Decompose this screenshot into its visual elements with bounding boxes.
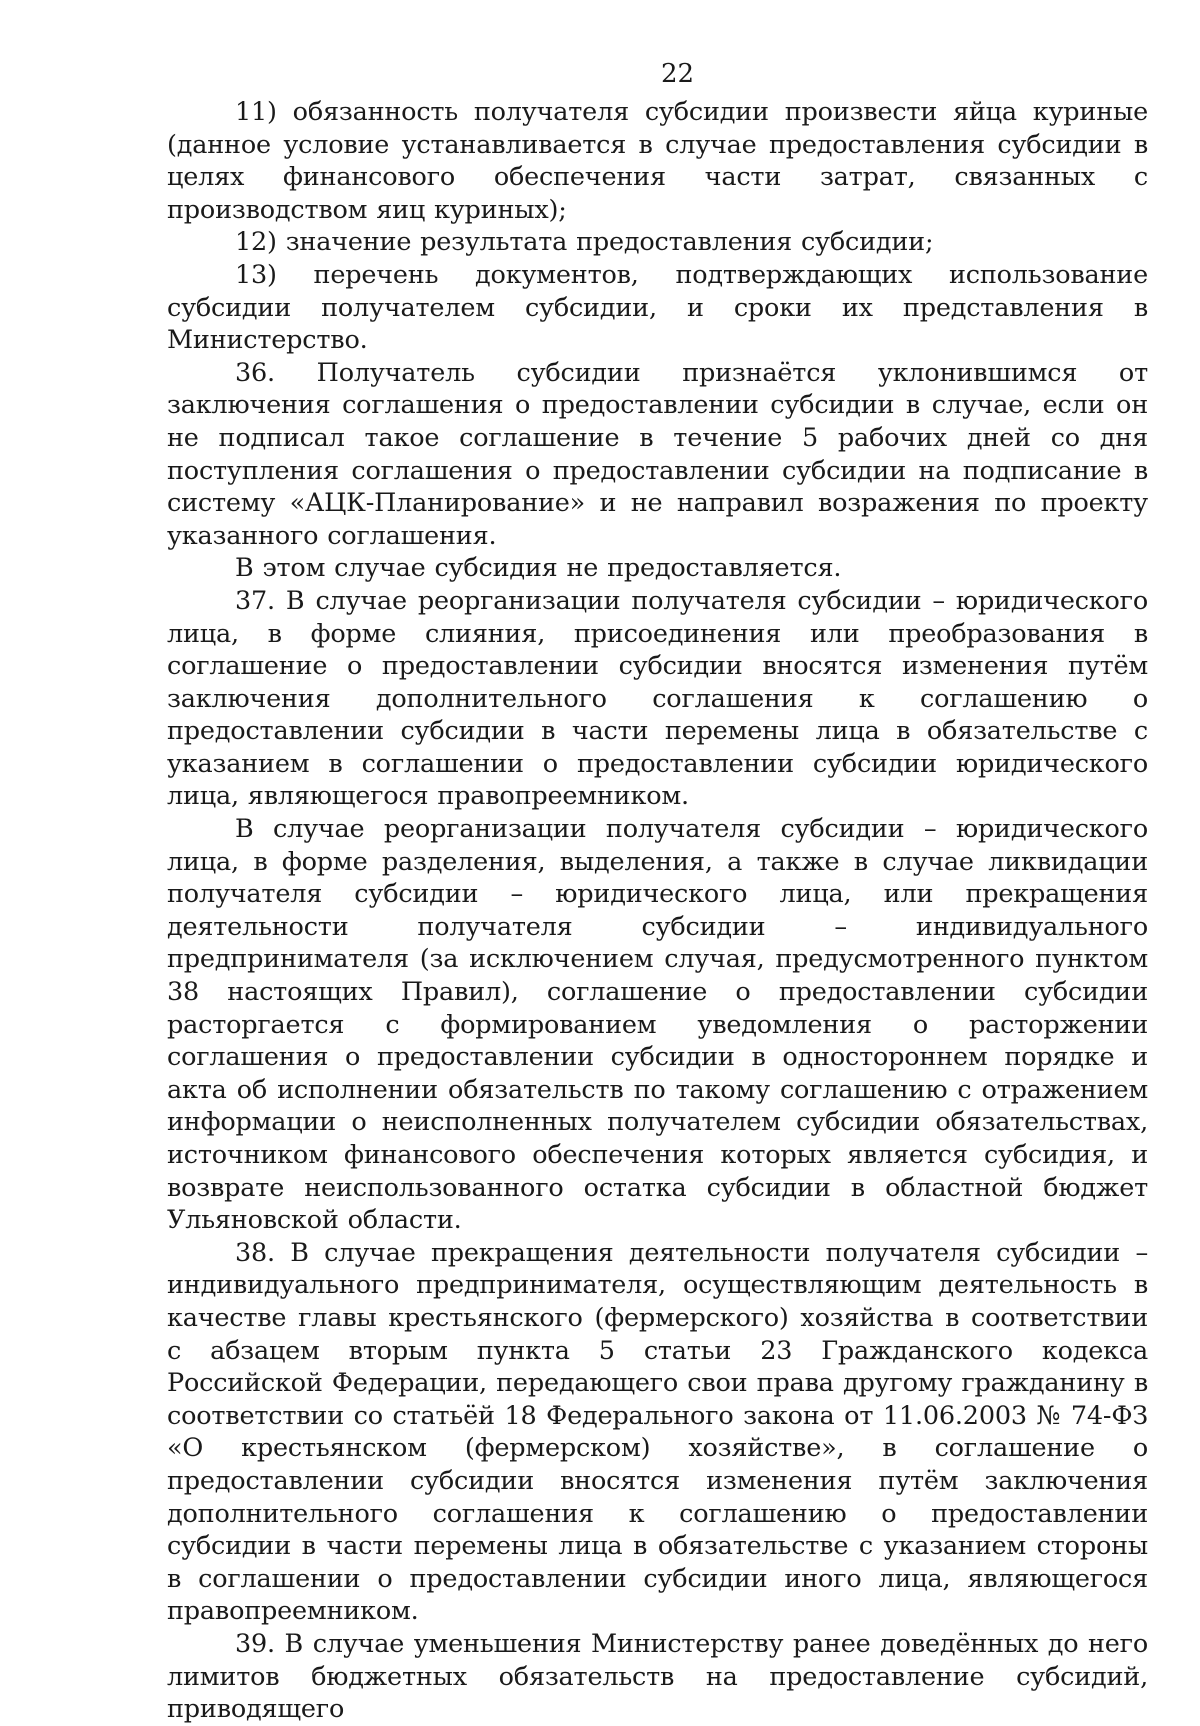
paragraph-item-13: 13) перечень документов, подтверждающих использование субсидии получателем субсидии, и сроки их представления в Министерство. — [167, 259, 1148, 356]
paragraph-clause-37: 37. В случае реорганизации получателя субсидии – юридического лица, в форме слияния, присоединения или преобразования в соглашение о предоставлении субсидии вносятся изменения путём заключения дополнительного соглашения к соглашению о предоставлении субсидии в части перемены лица в обязательстве с указанием в соглашении о предоставлении субсидии юридического лица, являющегося правопреемником. — [167, 585, 1148, 812]
page-number: 22 — [660, 59, 695, 89]
paragraph-clause-37-cont: В случае реорганизации получателя субсидии – юридического лица, в форме разделения, выделения, а также в случае ликвидации получателя субсидии – юридического лица, или прекращения деятельности получателя субсидии – индивидуального предпринимателя (за исключением случая, предусмотренного пунктом 38 настоящих Правил), соглашение о предоставлении субсидии расторгается с формированием уведомления о расторжении соглашения о предоставлении субсидии в одностороннем порядке и акта об исполнении обязательств по такому соглашению с отражением информации о неисполненных получателем субсидии обязательствах, источником финансового обеспечения которых является субсидия, и возврате неиспользованного остатка субсидии в областной бюджет Ульяновской области. — [167, 814, 1148, 1236]
paragraph-clause-38: 38. В случае прекращения деятельности получателя субсидии – индивидуального предпринимателя, осуществляющим деятельность в качестве главы крестьянского (фермерского) хозяйства в соответствии с абзацем вторым пункта 5 статьи 23 Гражданского кодекса Российской Федерации, передающего свои права другому гражданину в соответствии со статьёй 18 Федерального закона от 11.06.2003 № 74-ФЗ «О крестьянском (фермерском) хозяйстве», в соглашение о предоставлении субсидии вносятся изменения путём заключения дополнительного соглашения к соглашению о предоставлении субсидии в части перемены лица в обязательстве с указанием стороны в соглашении о предоставлении субсидии иного лица, являющегося правопреемником. — [167, 1237, 1148, 1627]
paragraph-item-12: 12) значение результата предоставления субсидии; — [235, 227, 934, 258]
paragraph-clause-36: 36. Получатель субсидии признаётся уклонившимся от заключения соглашения о предоставлении субсидии в случае, если он не подписал такое соглашение в течение 5 рабочих дней со дня поступления соглашения о предоставлении субсидии на подписание в систему «АЦК-Планирование» и не направил возражения по проекту указанного соглашения. — [167, 357, 1148, 551]
paragraph-clause-36-note: В этом случае субсидия не предоставляется. — [235, 553, 842, 584]
document-page — [167, 52, 1148, 1726]
paragraph-clause-39: 39. В случае уменьшения Министерству ранее доведённых до него лимитов бюджетных обязательств на предоставление субсидий, приводящего — [167, 1628, 1148, 1725]
paragraph-item-11: 11) обязанность получателя субсидии произвести яйца куриные (данное условие устанавливается в случае предоставления субсидии в целях финансового обеспечения части затрат, связанных с производством яиц куриных); — [167, 97, 1148, 225]
